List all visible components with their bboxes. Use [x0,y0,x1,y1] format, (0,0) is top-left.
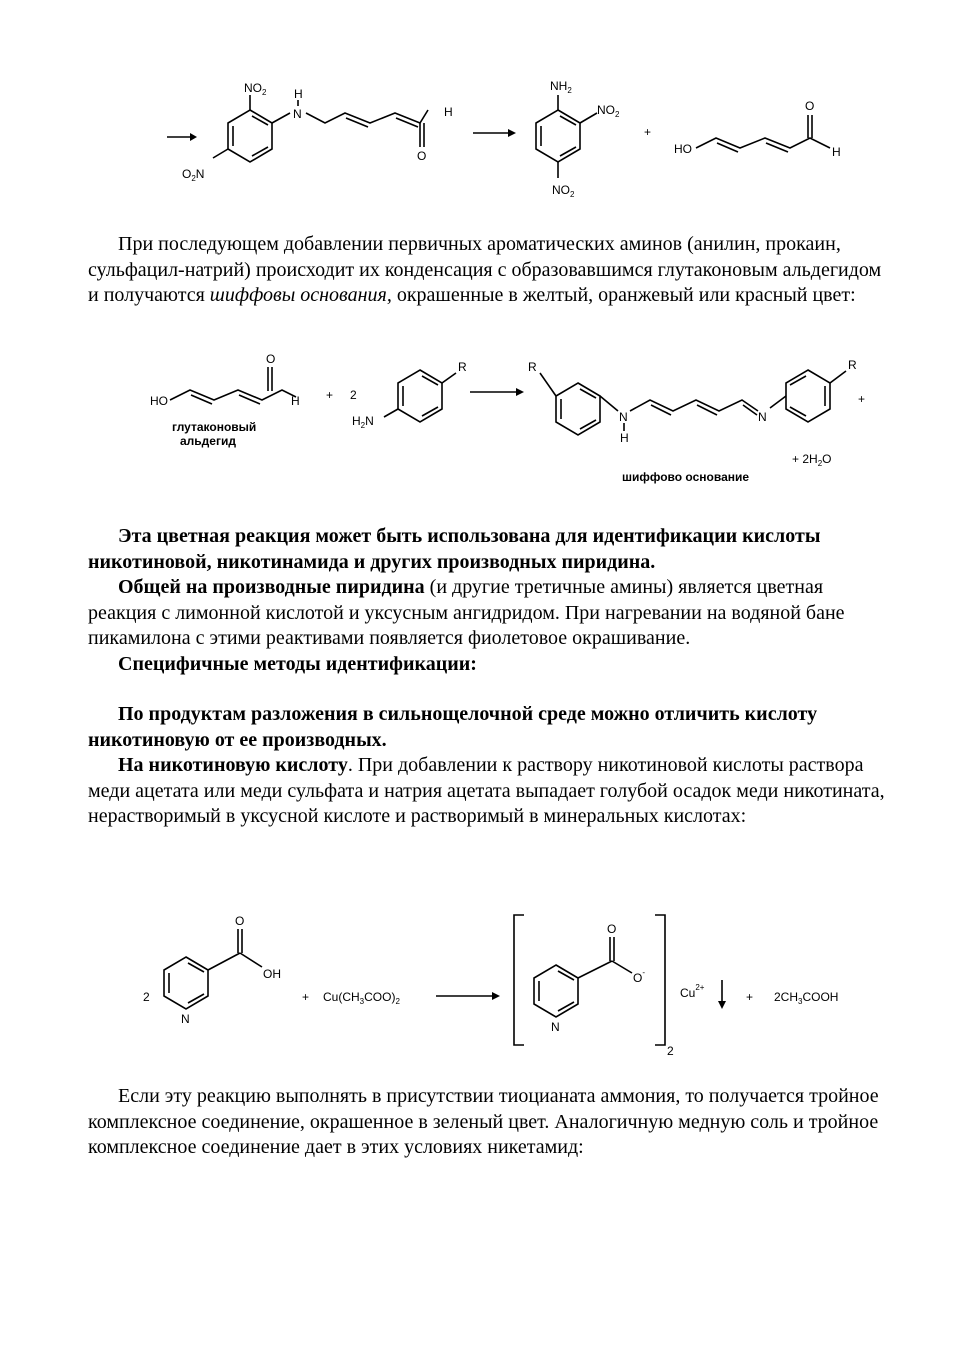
acid-sub: 3 [798,997,803,1006]
p1-text-b: окрашенные в желтый, оранжевый или красный цвет: [391,284,856,306]
ho-label-2: HO [150,394,168,408]
h2n-sub: 2 [360,421,366,430]
n-label-5: N [551,1020,560,1034]
reaction-scheme-2 [0,345,955,495]
no2-sub-3: 2 [570,190,575,199]
plus-sign: + [644,125,652,139]
reaction-scheme-1 [0,70,955,220]
water-b: O [822,452,832,466]
svg-text:+ 2H2O [792,452,831,468]
p6-text: . При добавлении к раствору никотиновой кислоты раствора меди ацетата или меди сульфата и натрия ацетата выпадает голубой осадок меди никотината, нерастворимый в уксусной кислоте и растворимый в минеральных кислотах: [88,754,885,827]
o-label-4: O [235,914,245,928]
svg-text:O- [633,968,645,985]
h-label-2: H [832,145,841,159]
h2n-b: N [365,414,374,428]
p2-bold: Эта цветная реакция может быть использована для идентификации кислоты никотиновой, никотинамида и других производных пиридина. [88,525,821,573]
cu2-sup: 2+ [695,983,705,992]
plus-sign-5: + [746,990,754,1004]
n-label: N [293,107,302,121]
no2-label-3: NO [552,183,570,197]
no2-sub-2: 2 [615,110,620,119]
p3-text: (и другие третичные амины) является цветная реакция с лимонной кислотой и уксусным ангидридом. При нагревании на водяной бане пикамилона с этими реактивами появляется фиолетовое окрашивание. [88,576,845,649]
svg-text:H2N [352,414,374,430]
p5-bold: По продуктам разложения в сильнощелочной среде можно отличить кислоту никотиновую от ее производных. [88,703,818,751]
reaction-scheme-3 [0,905,955,1065]
h-label-3: H [291,394,300,408]
plus-sign-2: + [326,388,334,402]
acid-a: 2CH [774,990,799,1004]
cu-b: COO) [364,990,396,1004]
ho-label: HO [674,142,692,156]
paragraphs-block [88,524,888,830]
n-label-4: N [181,1012,190,1026]
p3-bold: Общей на производные пиридина [118,576,425,598]
r-label-1: R [458,360,467,374]
o-label: O [417,149,427,163]
paragraph-7 [88,1084,888,1161]
oh-label: OH [263,967,281,981]
p4-bold: Специфичные методы идентификации: [118,652,477,675]
water-sub: 2 [817,459,823,468]
n-label-3: N [758,410,767,424]
h-aldehyde-label: H [444,105,453,119]
o-label-5: O [607,922,617,936]
o2n-sub: 2 [191,174,196,183]
coef-2: 2 [350,388,357,402]
r-label-3: R [848,358,857,372]
bracket-sub: 2 [667,1044,674,1058]
no2-label-2: NO [597,103,615,117]
svg-text:NO2 [597,103,620,119]
paragraph-1 [88,232,888,309]
p1-italic: шиффовы основания, [209,284,392,306]
svg-text:NO2 [552,183,575,199]
p1-text-a: При последующем добавлении первичных ароматических аминов (анилин, прокаин, сульфацил-натрий) происходит их конденсация с образовавшимся глутаконовым альдегидом и получаются [88,233,882,306]
o-minus: O [633,971,643,985]
r-label-2: R [528,360,537,374]
plus-sign-3: + [858,392,866,406]
h2n-a: H [352,414,361,428]
svg-text:O2N [182,167,204,183]
cu-sub1: 3 [359,997,365,1006]
cu-sub2: 2 [395,997,400,1006]
svg-text:NH2 [550,79,572,95]
o2n-a: O [182,167,192,181]
h-label: H [294,87,303,101]
minus-sup: - [642,968,646,977]
p7-text: Если эту реакцию выполнять в присутствии тиоцианата аммония, то получается тройное комплексное соединение, окрашенное в зеленый цвет. Аналогичную медную соль и тройное комплексное соединение дает в этих условиях никетамид: [88,1085,879,1158]
no2-sub: 2 [262,88,267,97]
p6-bold: На никотиновую кислоту [118,754,348,776]
svg-text:NO2 [244,81,267,97]
o-label-3: O [266,352,276,366]
o2n-b: N [195,167,205,181]
nh-h-label: H [620,431,629,445]
glutacon-label-2: альдегид [180,434,236,448]
svg-text:Cu(CH3COO)2 [323,990,400,1006]
svg-text:2CH3COOH [774,990,838,1006]
o-label-2: O [805,99,815,113]
cu-a: Cu(CH [323,990,360,1004]
nh2-sub: 2 [567,86,572,95]
no2-label: NO [244,81,262,95]
water-a: + 2H [792,452,818,466]
acid-b: COOH [802,990,839,1004]
nh2-label: NH [550,79,568,93]
n-label-2: N [619,410,628,424]
plus-sign-4: + [302,990,310,1004]
glutacon-label-1: глутаконовый [172,420,257,434]
coef-3: 2 [143,990,150,1004]
schiff-base-label: шиффово основание [622,470,750,484]
cu2-label: Cu [680,986,696,1000]
svg-text:Cu2+ [680,983,705,1000]
